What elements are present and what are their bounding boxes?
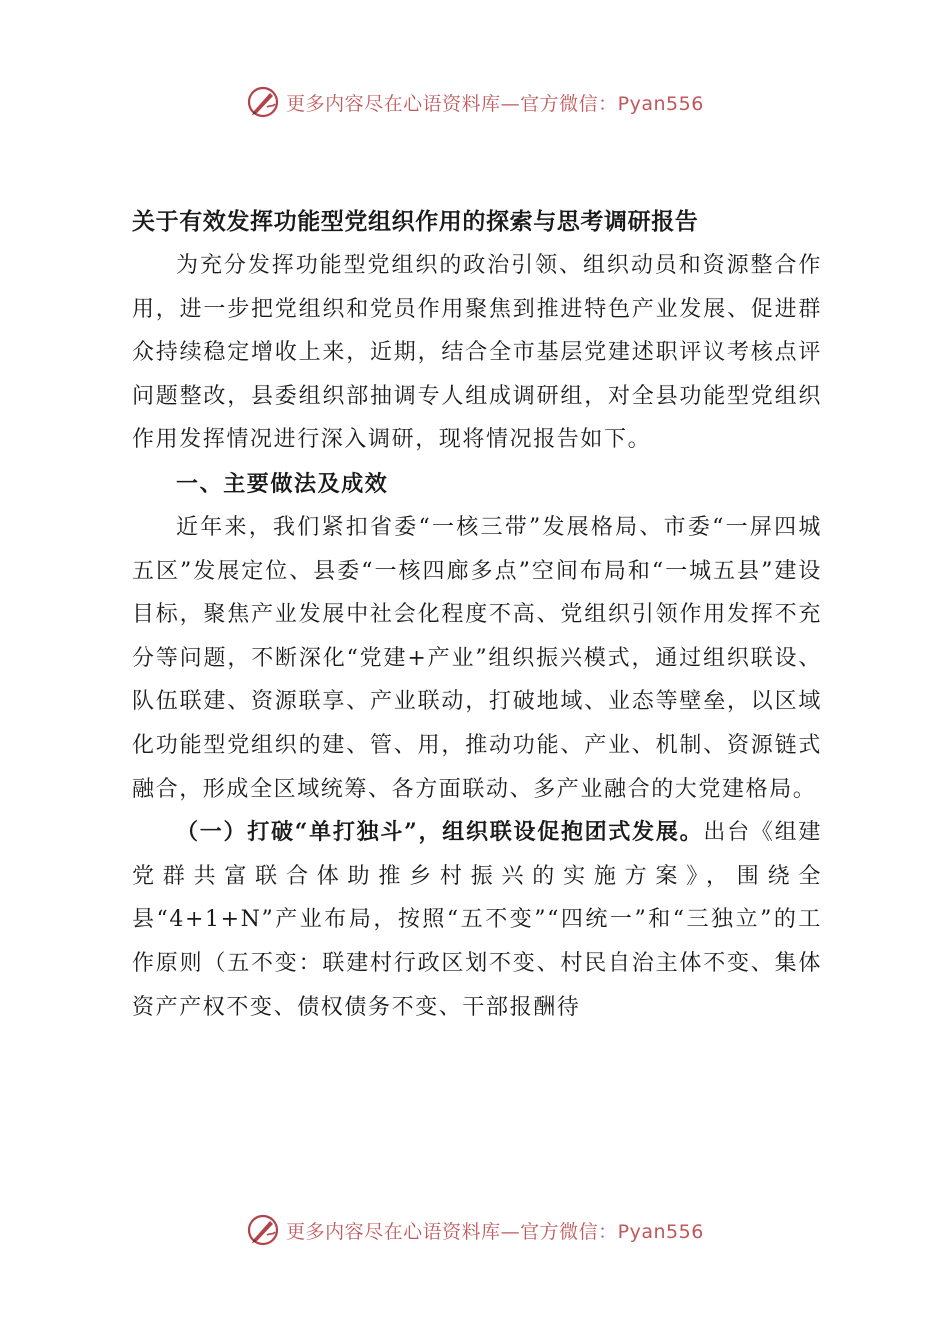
- subsection1-paragraph: [132, 811, 822, 1029]
- watermark-banner-bottom: [0, 1208, 950, 1252]
- intro-paragraph: 为充分发挥功能型党组织的政治引领、组织动员和资源整合作用，进一步把党组织和党员作用聚焦到推进特色产业发展、促进群众持续稳定增收上来，近期，结合全市基层党建述职评议考核点评问题整改，县委组织部抽调专人组成调研组，对全县功能型党组织作用发挥情况进行深入调研，现将情况报告如下。: [132, 253, 822, 453]
- watermark-banner-top: [0, 80, 950, 124]
- watermark-text: 更多内容尽在心语资料库—官方微信：Pyan556: [286, 1220, 704, 1243]
- document-body: [132, 200, 822, 1029]
- section1-paragraph: 近年来，我们紧扣省委“一核三带”发展格局、市委“一屏四城五区”发展定位、县委“一核四廊多点”空间布局和“一城五县”建设目标，聚焦产业发展中社会化程度不高、党组织引领作用发挥不充分等问题，不断深化“党建+产业”组织振兴模式，通过组织联设、队伍联建、资源联享、产业联动，打破地域、业态等壁垒，以区域化功能型党组织的建、管、用，推动功能、产业、机制、资源链式融合，形成全区域统筹、各方面联动、多产业融合的大党建格局。: [132, 514, 822, 802]
- subsection1-heading: （一）打破“单打独斗”，组织联设促抱团式发展。: [176, 819, 704, 846]
- document-title: 关于有效发挥功能型党组织作用的探索与思考调研报告: [132, 208, 699, 235]
- pen-logo-icon: [246, 85, 280, 119]
- watermark-text: 更多内容尽在心语资料库—官方微信：Pyan556: [286, 92, 704, 115]
- subsection1-text: 出台《组建党群共富联合体助推乡村振兴的实施方案》，围绕全县“4+1+N”产业布局，按照“五不变”“四统一”和“三独立”的工作原则（五不变：联建村行政区划不变、村民自治主体不变、集体资产产权不变、债权债务不变、干部报酬待: [132, 820, 822, 1020]
- section-heading-1: 一、主要做法及成效: [176, 470, 389, 497]
- pen-logo-icon: [246, 1213, 280, 1247]
